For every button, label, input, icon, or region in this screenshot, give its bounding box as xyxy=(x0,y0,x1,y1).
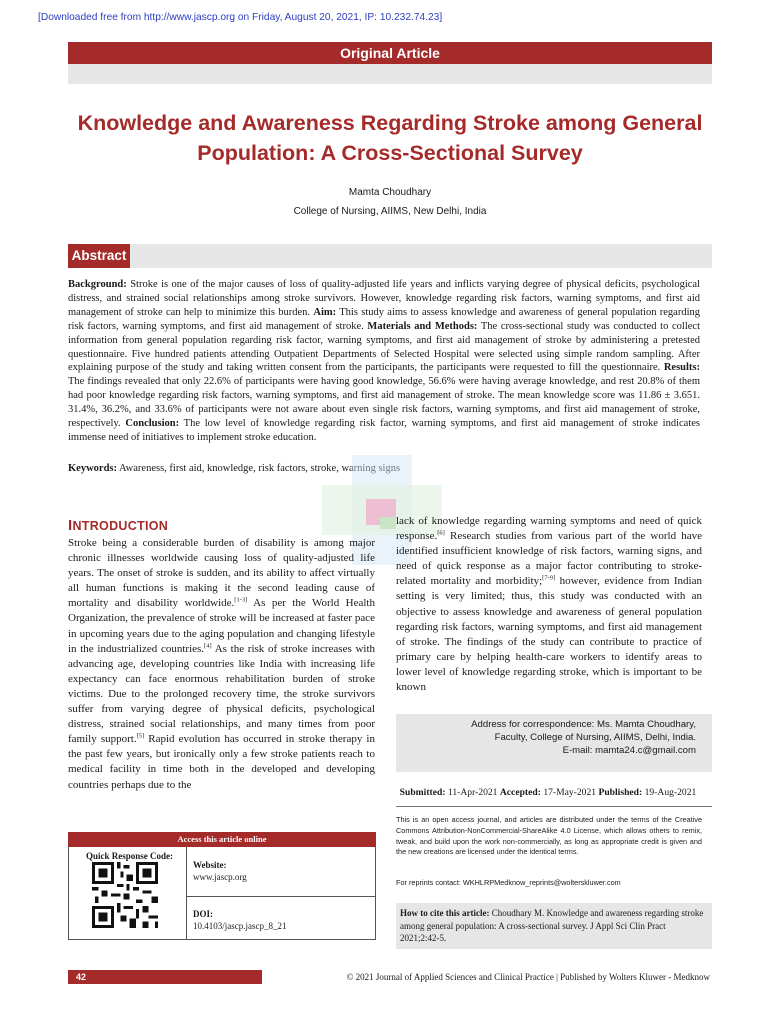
submitted-label: Submitted: xyxy=(399,787,446,798)
author-name: Mamta Choudhary xyxy=(348,187,432,198)
introduction-right-column xyxy=(396,514,702,695)
intro-heading-rest: NTRODUCTION xyxy=(72,519,169,533)
methods-text: The cross-sectional study was conducted to collect information from general population regarding risk factor, warning symptoms, and first aid management of stroke by administering a pretested questionnaire. Five hundred patients attending Outpatient Departments of Selected Hospital were selected using simple random sampling. After explaining purpose of the study and taking written consent from the participants, the participants were requested to fill the questionnaire. xyxy=(68,320,700,374)
aim-label: Aim: xyxy=(313,306,337,318)
conclusion-label: Conclusion: xyxy=(125,418,180,430)
title-line-1: Knowledge and Awareness Regarding Stroke among General xyxy=(77,111,703,135)
page-number: 42 xyxy=(75,972,86,982)
correspondence-line: Address for correspondence: Ms. Mamta Choudhary, xyxy=(471,719,696,730)
intro-text: however, evidence from Indian setting is very limited; thus, this study was conducted with an objective to assess knowledge and awareness of general population regarding risk factors, warning symptoms, and first aid management of stroke. The findings of the study can contribute to practice of primary care by helping health-care workers to identify areas to lower level of knowledge regarding stroke, which is important to be known xyxy=(396,575,702,694)
license-notice: This is an open access journal, and articles are distributed under the terms of the Creative Commons Attribution-NonCommercial-ShareAlike 4.0 License, which allows others to remix, tweak, and build upon the work non-commercially, as long as appropriate credit is given and the new creations are licensed under the identical terms. xyxy=(396,815,702,857)
submitted-date: 11-Apr-2021 xyxy=(447,787,498,798)
article-title xyxy=(68,108,712,168)
title-line-2: Population: A Cross-Sectional Survey xyxy=(197,141,583,165)
intro-text: As the risk of stroke increases with advancing age, developing countries like India with increasing life expectancy can face enormous rehabilitation burden of stroke victims. Due to the prolonged recovery time, the stroke survivors suffer from varying degree of physical deficits, psychological distress, strained social relationships, and many times from poor family support. xyxy=(68,642,376,746)
methods-label: Materials and Methods: xyxy=(367,320,478,332)
intro-heading-initial: I xyxy=(68,517,73,534)
cite-label: How to cite this article: xyxy=(400,908,490,918)
article-type-banner: Original Article xyxy=(68,42,712,64)
accepted-label: Accepted: xyxy=(499,787,541,798)
results-text: The findings revealed that only 22.6% of participants were having good knowledge, 56.6% were having average knowledge, and rest 20.8% of them had poor knowledge regarding risk factors, warning symptoms, and first aid management of stroke. The mean knowledge score was 11.86 ± 3.651. 31.4%, 36.2%, and 33.6% of participants were not aware about even single risk factors, warning symptoms, and first aid management of stroke, respectively. xyxy=(68,376,700,430)
intro-text: Rapid evolution has occurred in stroke therapy in the past few years, but ironically only a few stroke patients reach to medical facility in time both in the developed and developing countries perhaps due to the xyxy=(68,733,375,791)
background-label: Background: xyxy=(68,279,127,290)
access-box-divider xyxy=(186,896,376,897)
citation-ref[interactable]: [4] xyxy=(204,642,212,649)
keywords-label: Keywords: xyxy=(68,463,117,474)
qr-code-icon[interactable] xyxy=(92,862,158,928)
intro-text: As per the World Health Organization, the prevalence of stroke will be increased at faster pace in upcoming years due to the aging population and changing lifestyle in the industrialized countries. xyxy=(68,597,375,655)
published-date: 19-Aug-2021 xyxy=(644,787,697,798)
footer-copyright: © 2021 Journal of Applied Sciences and Clinical Practice | Published by Wolters Kluwer - Medknow xyxy=(262,970,712,984)
abstract-heading: Abstract xyxy=(68,244,130,268)
correspondence-address xyxy=(396,718,696,757)
introduction-left-column xyxy=(68,536,375,793)
reprints-contact: For reprints contact: WKHLRPMedknow_reprints@wolterskluwer.com xyxy=(396,878,621,887)
intro-text: lack of knowledge regarding warning symptoms and need of quick response. xyxy=(396,515,702,543)
abstract-header-bar xyxy=(68,244,712,268)
keywords-text: Awareness, first aid, knowledge, risk factors, stroke, warning signs xyxy=(119,463,401,474)
correspondence-line: Faculty, College of Nursing, AIIMS, Delhi, India. xyxy=(494,732,696,743)
author-affiliation: College of Nursing, AIIMS, New Delhi, India xyxy=(293,206,487,217)
doi-label: DOI: xyxy=(193,909,213,919)
background-text: Stroke is one of the major causes of loss of quality-adjusted life years and inflicts varying degree of physical deficits, psychological distress, and strained social relationships among stroke survivors. However, knowledge regarding risk factors, warning symptoms, and first aid management of stroke can help to minimize this burden. xyxy=(68,279,701,318)
website-link[interactable]: www.jascp.org xyxy=(193,872,247,882)
website-label: Website: xyxy=(193,860,227,870)
doi-link[interactable]: 10.4103/jascp.jascp_8_21 xyxy=(193,921,287,931)
how-to-cite xyxy=(400,907,706,945)
accepted-date: 17-May-2021 xyxy=(543,787,597,798)
cite-text: Choudhary M. Knowledge and awareness regarding stroke among general population: A cross-sectional survey. J Appl Sci Clin Pract 2021;2:42-5. xyxy=(400,908,704,943)
citation-ref[interactable]: [7-9] xyxy=(542,574,556,582)
introduction-heading xyxy=(68,517,168,534)
citation-ref[interactable]: [5] xyxy=(136,732,145,740)
qr-code-label: Quick Response Code: xyxy=(86,851,174,861)
published-label: Published: xyxy=(598,787,643,798)
access-box-divider xyxy=(186,847,187,940)
publication-dates xyxy=(396,787,700,798)
banner-gray-strip xyxy=(68,64,712,84)
aim-text: This study aims to assess knowledge and awareness of general population regarding risk factors, warning symptoms, and first aid management of stroke. xyxy=(68,306,701,332)
intro-text: Research studies from various part of the world have identified insufficient knowledge of risk factors, warning signs, and need of quick response as a major factor contributing to stroke-related mortality and morbidity; xyxy=(396,530,702,588)
results-label: Results: xyxy=(663,362,701,374)
citation-ref[interactable]: [6] xyxy=(437,529,445,537)
dates-divider xyxy=(396,806,712,807)
download-notice: [Downloaded free from http://www.jascp.org on Friday, August 20, 2021, IP: 10.232.74.23] xyxy=(38,12,443,23)
correspondence-email[interactable]: E-mail: mamta24.c@gmail.com xyxy=(562,745,696,756)
intro-text: Stroke being a considerable burden of disability is among major chronic illnesses worldwide causing loss of quality-adjusted life years. The onset of stroke is sudden, and its ability to affect virtually all human functions is making it the second leading cause of mortality and disability worldwide. xyxy=(68,537,375,610)
abstract-body xyxy=(68,278,700,445)
access-box-heading: Access this article online xyxy=(68,832,376,847)
citation-ref[interactable]: [1-3] xyxy=(234,596,248,604)
conclusion-text: The low level of knowledge regarding risk factor, warning symptoms, and first aid management of stroke indicates immense need of initiatives to implement stroke education. xyxy=(68,418,701,443)
